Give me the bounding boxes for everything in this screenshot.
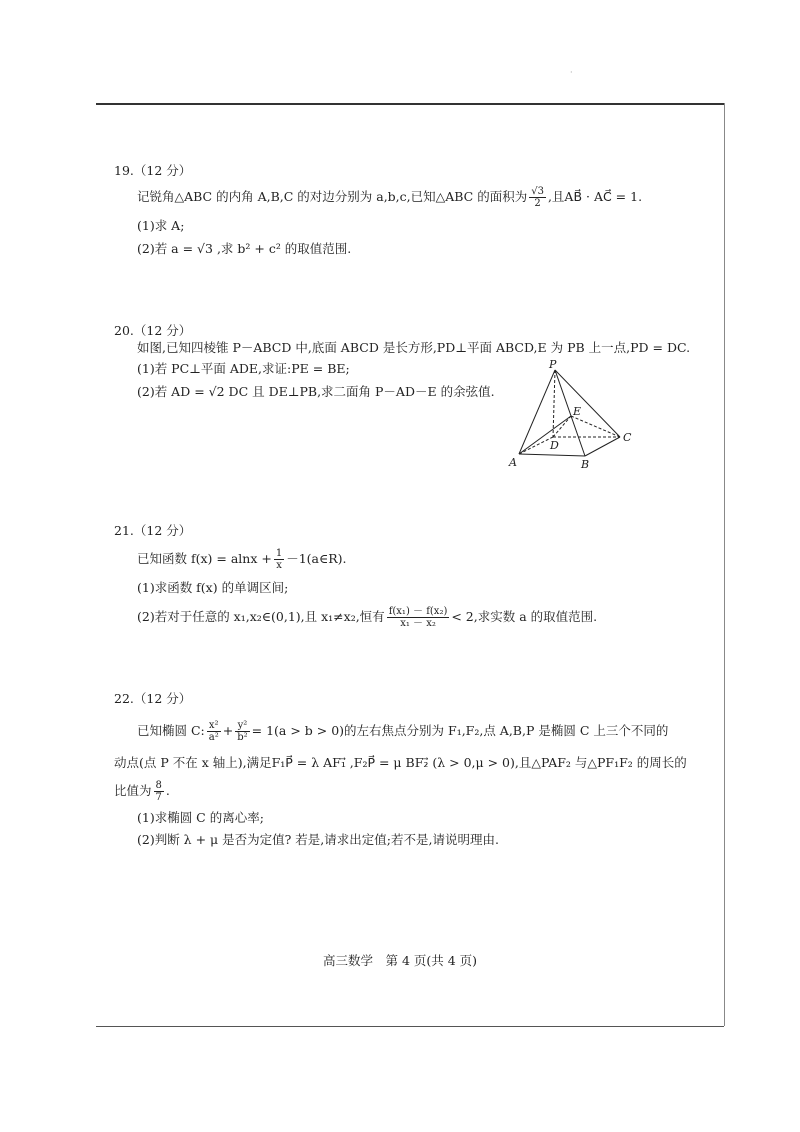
segment-DE: [553, 416, 571, 437]
edge-AD: [519, 437, 553, 454]
edge-AB: [519, 454, 585, 456]
page-footer: 高三数学 第 4 页(共 4 页): [322, 953, 478, 968]
q19-part1: (1)求 A;: [137, 218, 185, 233]
label-E: E: [573, 405, 582, 418]
page-mark: ·: [570, 68, 573, 77]
q22-part1: (1)求椭圆 C 的离心率;: [137, 810, 264, 825]
right-rule: [724, 103, 725, 1026]
pyramid-figure: [505, 358, 645, 473]
q22-stem-line1: 已知椭圆 C: $\frac{\text{x²}}{\text{a²}}$ + $\frac{\text{y²}}{\text{b²}}$ = 1(a > b > 0)的左右焦点分别为 F₁,F₂,点 A,B,P 是椭圆 C 上三个不同的: [137, 720, 669, 743]
q21-heading: 21.（12 分）: [114, 523, 192, 538]
label-C: C: [623, 431, 632, 444]
top-rule: [96, 103, 724, 105]
q20-part1: (1)若 PC⊥平面 ADE,求证:PE = BE;: [137, 361, 350, 376]
q22-stem-line2: 动点(点 P 不在 x 轴上),满足F₁P⃗ = λ AF₁⃗ ,F₂P⃗ = μ BF₂⃗ (λ > 0,μ > 0),且△PAF₂ 与△PF₁F₂ 的周长的: [114, 755, 687, 770]
segment-EC: [571, 416, 620, 437]
q21-reciprocal-fraction: $\frac{1}{x}$: [275, 548, 283, 571]
q19-area-fraction: $\frac{√3}{2}$: [531, 186, 544, 209]
edge-BC: [585, 437, 620, 456]
q20-stem: 如图,已知四棱锥 P－ABCD 中,底面 ABCD 是长方形,PD⊥平面 ABCD,E 为 PB 上一点,PD = DC.: [137, 340, 691, 355]
q22-stem-line3: 比值为 $\frac{8}{7}$ .: [114, 780, 170, 803]
q21-part1: (1)求函数 f(x) 的单调区间;: [137, 580, 289, 595]
label-A: A: [509, 456, 517, 469]
q22-ratio-fraction: $\frac{8}{7}$: [155, 780, 162, 803]
q19-heading: 19.（12 分）: [114, 163, 192, 178]
bottom-rule: [96, 1026, 724, 1027]
label-D: D: [550, 439, 559, 452]
q20-heading: 20.（12 分）: [114, 323, 192, 338]
q22-x-fraction: $\frac{\text{x²}}{\text{a²}}$: [208, 720, 219, 743]
q22-y-fraction: $\frac{\text{y²}}{\text{b²}}$: [237, 720, 248, 743]
q20-part2: (2)若 AD = √2 DC 且 DE⊥PB,求二面角 P－AD－E 的余弦值.: [137, 384, 495, 399]
q22-part2: (2)判断 λ + μ 是否为定值? 若是,请求出定值;若不是,请说明理由.: [137, 832, 499, 847]
q21-stem: 已知函数 f(x) = alnx + $\frac{1}{x}$ －1(a∈R).: [137, 548, 347, 571]
q21-difference-quotient: $\frac{\text{f(x₁) － f(x₂)}}{\text{x₁ － x₂}}$: [388, 606, 448, 629]
q21-part2: (2)若对于任意的 x₁,x₂∈(0,1),且 x₁≠x₂,恒有 $\frac{\text{f(x₁) － f(x₂)}}{\text{x₁ － x₂}}$ < 2,求实数 a 的取值范围.: [137, 606, 598, 629]
label-B: B: [581, 458, 590, 471]
edge-PC: [555, 370, 620, 437]
q19-stem: 记锐角△ABC 的内角 A,B,C 的对边分别为 a,b,c,已知△ABC 的面积为 $\frac{√3}{2}$ ,且AB⃗ · AC⃗ = 1.: [137, 186, 643, 209]
q22-heading: 22.（12 分）: [114, 691, 192, 706]
q19-part2: (2)若 a = √3 ,求 b² + c² 的取值范围.: [137, 241, 352, 256]
label-P: P: [549, 358, 557, 371]
edge-PD: [553, 370, 555, 437]
